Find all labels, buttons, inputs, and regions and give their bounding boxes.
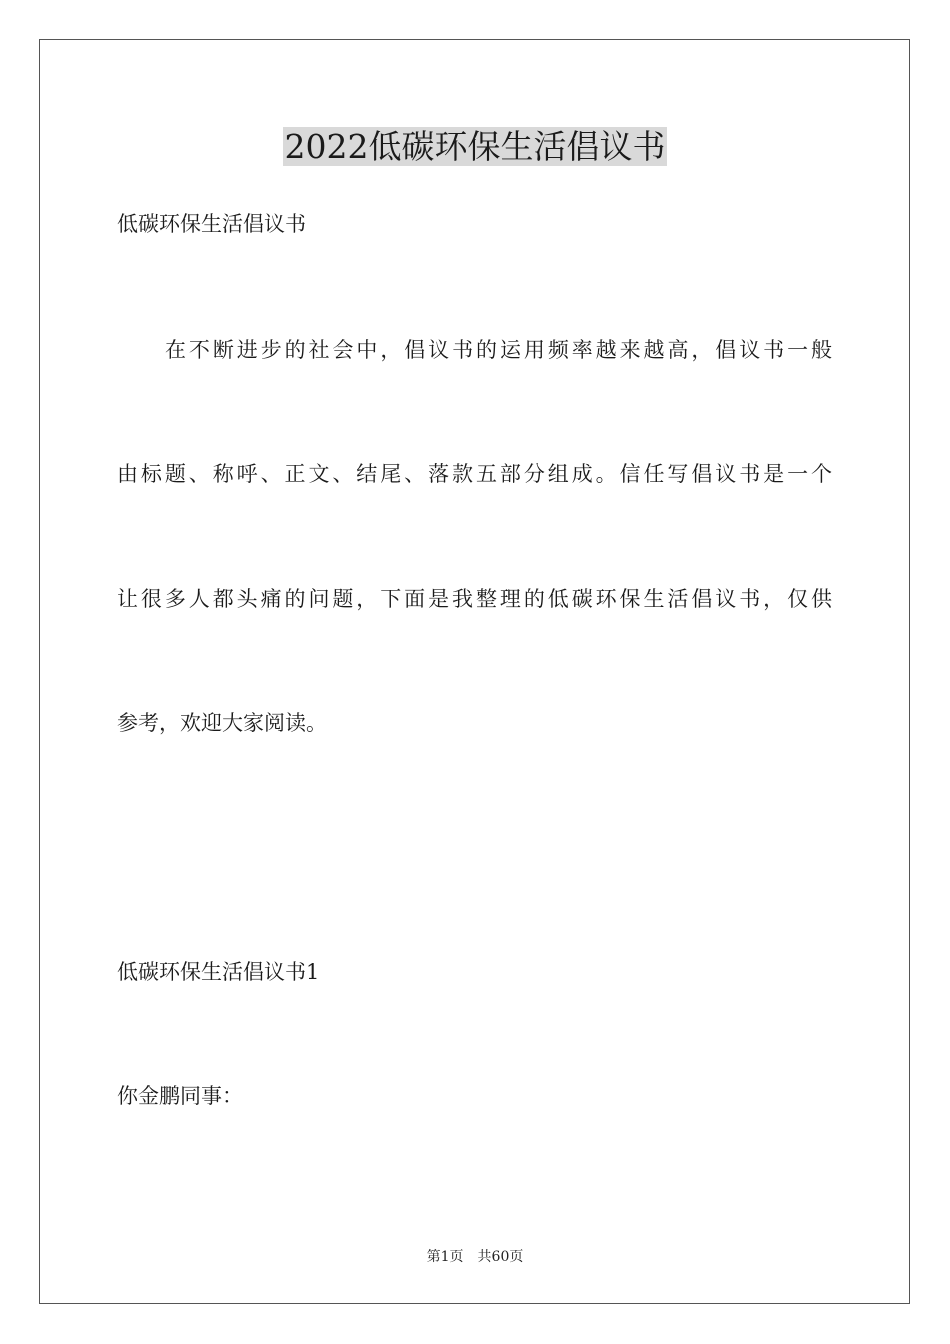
document-subtitle: 低碳环保生活倡议书: [117, 212, 306, 236]
page-number: 第1页: [426, 1249, 464, 1265]
document-title-text: 2022低碳环保生活倡议书: [284, 127, 666, 166]
intro-paragraph-line-4: 参考，欢迎大家阅读。: [117, 711, 327, 735]
intro-paragraph-line-3: 让很多人都头痛的问题，下面是我整理的低碳环保生活倡议书，仅供: [117, 587, 832, 611]
document-title: [0, 124, 950, 170]
total-pages: 共60页: [477, 1249, 524, 1265]
intro-paragraph-line-2: 由标题、称呼、正文、结尾、落款五部分组成。信任写倡议书是一个: [117, 462, 832, 486]
salutation: 你金鹏同事：: [117, 1084, 243, 1108]
page-footer: [0, 1247, 950, 1267]
section-heading: 低碳环保生活倡议书1: [117, 960, 320, 984]
intro-paragraph-line-1: 在不断进步的社会中，倡议书的运用频率越来越高，倡议书一般: [165, 338, 832, 362]
